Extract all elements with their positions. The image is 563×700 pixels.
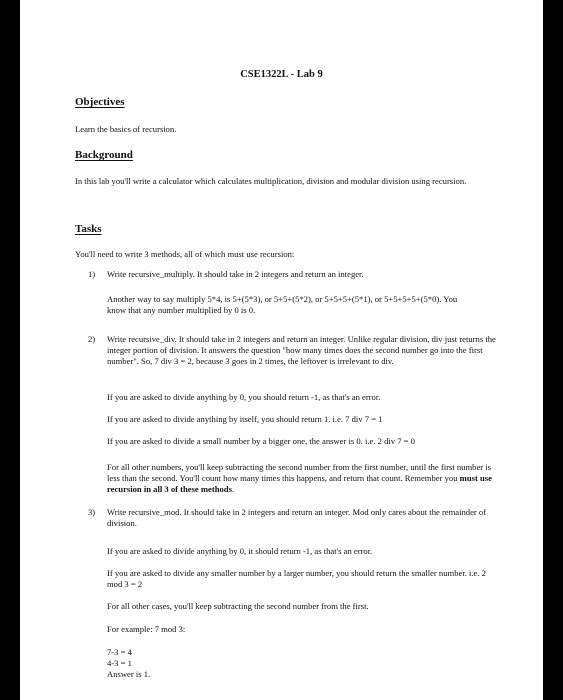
example-line-2: 4-3 = 1	[107, 658, 132, 668]
task-3-paragraph-4: For example: 7 mod 3:	[107, 624, 186, 634]
task-1-paragraph: Another way to say multiply 5*4, is 5+(5*3), or 5+5+(5*2), or 5+5+5+(5*1), or 5+5+5+5+(5*0). You know that any number multiplied by 0 is 0.	[107, 294, 458, 315]
task-3-paragraph-1: If you are asked to divide anything by 0, it should return -1, as that's an error.	[107, 546, 373, 556]
task-2-paragraph-1: If you are asked to divide anything by 0, you should return -1, as that's an error.	[107, 392, 381, 402]
objectives-text: Learn the basics of recursion.	[75, 124, 177, 134]
example-line-3: Answer is 1.	[107, 669, 151, 679]
background-text: In this lab you'll write a calculator which calculates multiplication, division and modular division using recursion.	[75, 176, 467, 186]
task-1-number: 1)	[88, 269, 96, 279]
page-title: CSE1322L - Lab 9	[240, 69, 323, 80]
task-3-number: 3)	[88, 507, 96, 517]
task-2-paragraph-3: If you are asked to divide a small number by a bigger one, the answer is 0. i.e. 2 div 7 = 0	[107, 436, 415, 446]
task-3-text: Write recursive_mod. It should take in 2 integers and return an integer. Mod only cares about the remainder of division.	[107, 507, 487, 528]
task-2-final-paragraph	[107, 462, 502, 495]
task-3-paragraph-3: For all other cases, you'll keep subtracting the second number from the first.	[107, 601, 369, 611]
background-heading: Background	[75, 149, 133, 161]
tasks-heading: Tasks	[75, 223, 102, 235]
task-3-paragraph-2: If you are asked to divide any smaller number by a larger number, you should return the smaller number. i.e. 2 mod 3 = 2	[107, 568, 486, 589]
task-2-final-end: .	[231, 484, 235, 494]
objectives-heading: Objectives	[75, 96, 125, 108]
task-1-text: Write recursive_multiply. It should take in 2 integers and return an integer.	[107, 269, 364, 279]
tasks-intro: You'll need to write 3 methods, all of which must use recursion:	[75, 249, 295, 259]
task-2-paragraph-2: If you are asked to divide anything by itself, you should return 1. i.e. 7 div 7 = 1	[107, 414, 383, 424]
document-page	[20, 0, 543, 700]
task-2-final-text: For all other numbers, you'll keep subtracting the second number from the first number, until the first number is less than the second. You'll count how many times this happens, and return that count. Remember you	[107, 462, 492, 483]
example-line-1: 7-3 = 4	[107, 647, 132, 657]
task-2-final-bold: must use recursion in all 3 of these methods	[107, 473, 492, 494]
task-2-number: 2)	[88, 334, 96, 344]
task-2-text: Write recursive_div. It should take in 2 integers and return an integer. Unlike regular division, div just returns the integer portion of division. It answers the question "how many times does the second number go into the first number". So, 7 div 3 = 2, because 3 goes in 2 times, the leftover is irrelevant to div.	[107, 334, 496, 366]
